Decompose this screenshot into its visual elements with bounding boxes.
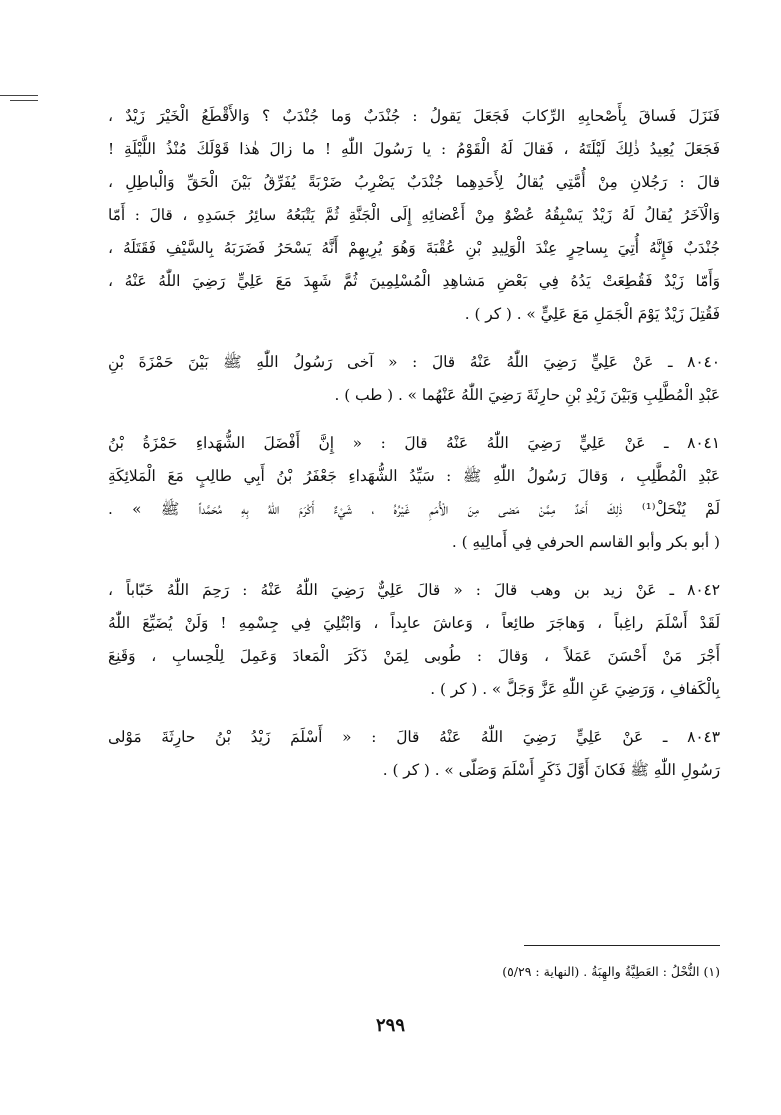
text-line: وَأَمّا زَيْدٌ فَقُطِعَتْ يَدُهُ فِي بَعْضِ مَشاهِدِ الْمُسْلِمِينَ ثُمَّ شَهِدَ مَعَ عَلِيٍّ رَضِيَ اللّٰهُ عَنْهُ ،	[108, 272, 720, 290]
text-line: ٨٠٤٠ ـ عَنْ عَلِيٍّ رَضِيَ اللّٰهُ عَنْهُ قالَ : « آخى رَسُولُ اللّٰهِ ﷺ بَيْنَ حَمْزَةَ بْنِ	[108, 353, 720, 371]
text-line: لَقَدْ أَسْلَمَ راغِباً ، وَهاجَرَ طائِعاً ، وَعاشَ عابِداً ، وَابْتُلِيَ فِي جِسْمِهِ ! وَلَنْ يُضَيِّعَ اللّٰهُ	[108, 614, 720, 632]
text-line: ٨٠٤٣ ـ عَنْ عَلِيٍّ رَضِيَ اللّٰهُ عَنْهُ قالَ : « أَسْلَمَ زَيْدُ بْنُ حارِثَةَ مَوْلى	[108, 728, 720, 746]
paragraph	[108, 721, 720, 787]
scan-mark-top	[0, 95, 38, 96]
text-line: أَجْرَ مَنْ أَحْسَنَ عَمَلاً ، وَقالَ : طُوبى لِمَنْ ذَكَرَ الْمَعادَ وَعَمِلَ لِلْحِسابِ ، وَقَنِعَ	[108, 647, 720, 665]
text-line: ٨٠٤٢ ـ عَنْ زيد بن وهب قالَ : « قالَ عَلِيٌّ رَضِيَ اللّٰهُ عَنْهُ : رَحِمَ اللّٰهُ خَبّاباً ،	[108, 581, 720, 599]
text-line: ٨٠٤١ ـ عَنْ عَلِيٍّ رَضِيَ اللّٰهُ عَنْهُ قالَ : « إِنَّ أَفْضَلَ الشُّهَداءِ حَمْزَةُ بْنُ	[108, 434, 720, 452]
scan-mark-lower	[10, 100, 38, 101]
text-line: جُنْدَبٌ فَإِنَّهُ أُتِيَ بِساحِرٍ عِنْدَ الْوَلِيدِ بْنِ عُقْبَةَ وَهُوَ يُرِيهِمْ أَنَّهُ يَسْحَرُ فَضَرَبَهُ بِالسَّيْفِ فَقَتَلَهُ ،	[108, 239, 720, 257]
page-body-text	[108, 100, 720, 802]
text-line: فَجَعَلَ يُعِيدُ ذٰلِكَ لَيْلَتَهُ ، فَقالَ لَهُ الْقَوْمُ : يا رَسُولَ اللّٰهِ ! ما زالَ هٰذا قَوْلَكَ مُنْذُ اللَّيْلَةِ !	[108, 140, 720, 158]
text-line: ( أبو بكر وأبو القاسم الحرفي فِي أَمالِيهِ ) .	[451, 533, 720, 551]
text-line: لَمْ يُنْحَلْ⁽¹⁾ ذٰلِكَ أَحَدٌ مِمَّنْ مَضى مِنَ الْأُمَمِ غَيْرُهُ ، شَيْءٌ أَكْرَمَ اللّٰهُ بِهِ مُحَمَّداً ﷺ » .	[108, 500, 720, 518]
text-line: عَبْدِ الْمُطَّلِبِ ، وَقالَ رَسُولُ اللّٰهِ ﷺ : سَيِّدُ الشُّهَداءِ جَعْفَرُ بْنُ أَبِي طالِبٍ مَعَ الْمَلائِكَةِ	[108, 467, 720, 485]
text-line: فَقُتِلَ زَيْدٌ يَوْمَ الْجَمَلِ مَعَ عَلِيٍّ » . ( كر ) .	[464, 305, 720, 323]
text-line: عَبْدِ الْمُطَّلِبِ وَبَيْنَ زَيْدِ بْنِ حارِثَةَ رَضِيَ اللّٰهُ عَنْهُما » . ( طب ) .	[334, 386, 720, 404]
paragraph	[108, 346, 720, 412]
paragraph	[108, 427, 720, 559]
text-line: بِالْكَفافِ ، وَرَضِيَ عَنِ اللّٰهِ عَزَّ وَجَلَّ » . ( كر ) .	[430, 680, 720, 698]
footnote: (١) النُّحْلُ : العَطِيَّةُ والهِبَةُ . (النهاية : ٥/٢٩)	[502, 964, 720, 979]
paragraph	[108, 100, 720, 331]
text-line: رَسُولِ اللّٰهِ ﷺ فَكانَ أَوَّلَ ذَكَرٍ أَسْلَمَ وَصَلّى » . ( كر ) .	[382, 761, 720, 779]
text-line: فَنَزَلَ فَساقَ بِأَصْحابِهِ الرِّكابَ فَجَعَلَ يَقولُ : جُنْدَبٌ وَما جُنْدَبٌ ؟ وَالأَقْطَعُ الْخَيْرَ زَيْدٌ ،	[108, 107, 720, 125]
paragraph	[108, 574, 720, 706]
text-line: قالَ : رَجُلانِ مِنْ أُمَّتِي يُقالُ لِأَحَدِهِما جُنْدَبٌ يَضْرِبُ ضَرْبَةً يُفَرِّقُ بَيْنَ الْحَقِّ وَالْباطِلِ ،	[108, 173, 720, 191]
page-number: ٢٩٩	[375, 1015, 405, 1036]
footnote-divider	[524, 945, 720, 946]
text-line: وَالْآخَرُ يُقالُ لَهُ زَيْدٌ يَسْبِقُهُ عُضْوٌ مِنْ أَعْضائِهِ إِلَى الْجَنَّةِ ثُمَّ يَتْبَعُهُ سائِرُ جَسَدِهِ ، قالَ : أَمّا	[108, 206, 720, 224]
